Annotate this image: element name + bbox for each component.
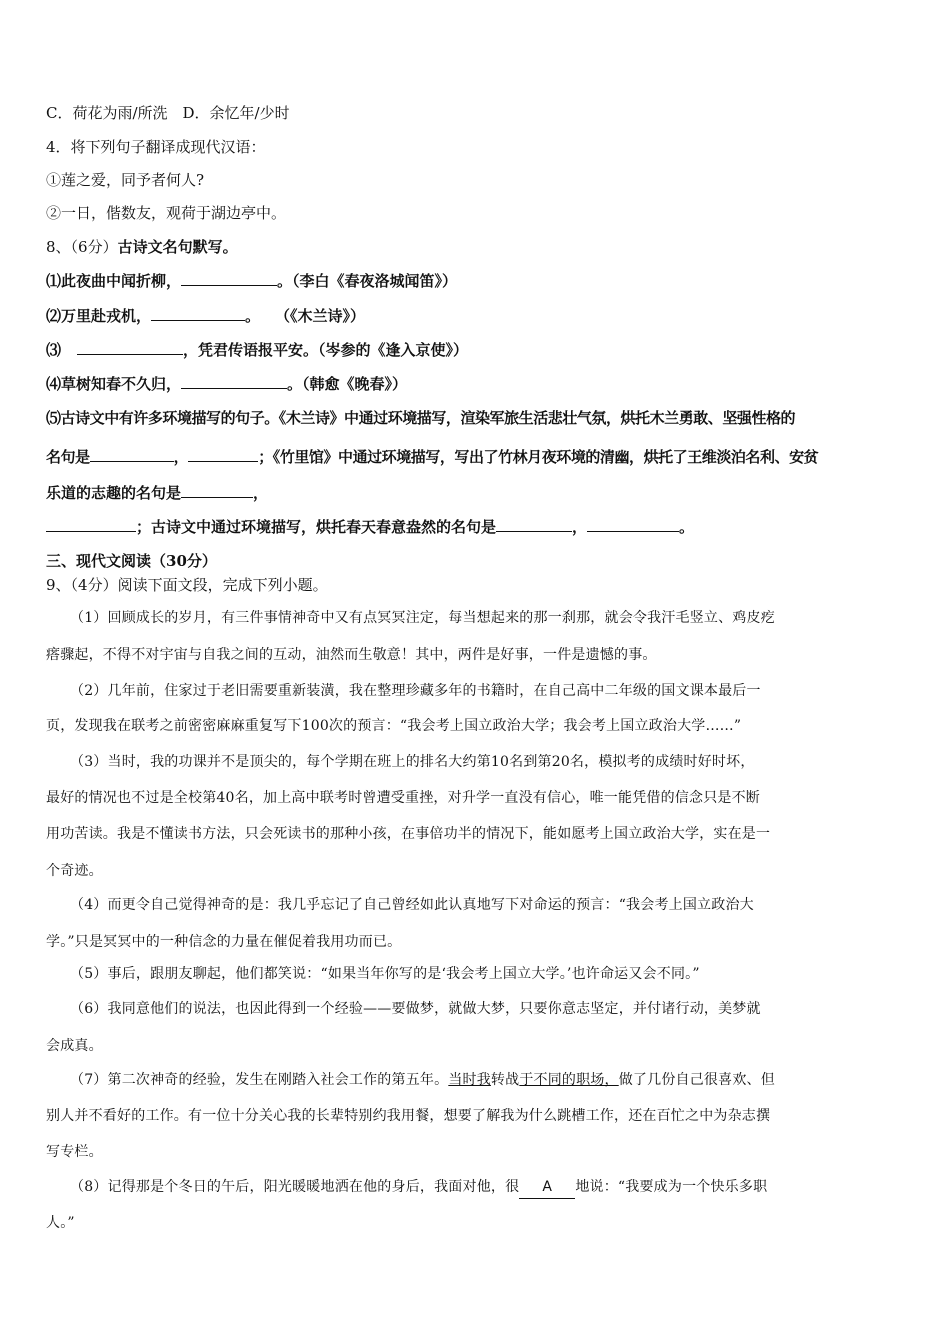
q8-blank-7[interactable]	[181, 481, 253, 498]
q8-line-6-text: ；《竹里馆》中通过环境描写，写出了竹林月夜环境的清幽，烘托了王维淡泊名利、安贫	[258, 448, 819, 466]
q9-p8-line-1-end: 地说：“我要成为一个快乐多职	[575, 1179, 768, 1195]
q9-p7-line-1-text: （7）第二次神奇的经验，发生在刚踏入社会工作的第五年。	[70, 1072, 449, 1088]
q8-blank-9[interactable]	[496, 515, 572, 532]
q8-line-1	[46, 269, 457, 292]
q9-p4-line-2: 学。”只是冥冥中的一种信念的力量在催促着我用功而已。	[46, 934, 402, 950]
q4-item-2: ②一日，偕数友，观荷于湖边亭中。	[46, 204, 287, 222]
q9-p1-line-1: （1）回顾成长的岁月，有三件事情神奇中又有点冥冥注定，每当想起来的那一刹那，就会令我汗毛竖立、鸡皮疙	[70, 610, 775, 626]
q3-options-cd: C．荷花为雨/所洗 D．余忆年/少时	[46, 104, 290, 122]
q8-blank-2[interactable]	[151, 304, 245, 321]
q9-p8-line-1-text: （8）记得那是个冬日的午后，阳光暖暖地洒在他的身后，我面对他，很	[70, 1179, 520, 1195]
q9-p3-line-1: （3）当时，我的功课并不是顶尖的，每个学期在班上的排名大约第10名到第20名，模拟考的成绩时好时坏，	[70, 754, 755, 770]
q9-p2-line-1: （2）几年前，住家过于老旧需要重新装潢，我在整理珍藏多年的书籍时，在自己高中二年级的国文课本最后一	[70, 683, 761, 699]
q8-line-6-lead: 名句是	[46, 448, 90, 466]
q8-line-6-sep: ，	[173, 448, 189, 466]
q8-line-1-source: 。（李白《春夜洛城闻笛》）	[277, 272, 458, 290]
q4-title: 4．将下列句子翻译成现代汉语：	[46, 138, 266, 156]
q9-title: 9、（4分）阅读下面文段，完成下列小题。	[46, 576, 328, 594]
q8-line-7	[46, 481, 268, 504]
q8-line-1-text: ⑴此夜曲中闻折柳，	[46, 272, 182, 290]
q8-line-8-text: ；古诗文中通过环境描写，烘托春天春意盎然的名句是	[136, 518, 497, 536]
q9-p7-underline-1: 当时我	[448, 1072, 491, 1088]
q8-line-4-source: 。（韩愈《晚春》）	[287, 375, 408, 393]
q9-p8-line-1	[70, 1176, 767, 1199]
section-3-heading: 三、现代文阅读（30分）	[46, 552, 217, 570]
q8-line-5: ⑸古诗文中有许多环境描写的句子。《木兰诗》中通过环境描写，渲染军旅生活悲壮气氛，烘托木兰勇敢、坚强性格的	[46, 409, 796, 427]
q8-line-4-text: ⑷草树知春不久归，	[46, 375, 182, 393]
q8-blank-1[interactable]	[181, 269, 277, 286]
q8-blank-4[interactable]	[181, 372, 287, 389]
q8-line-3	[46, 338, 468, 361]
q8-line-8-end: 。	[679, 518, 695, 536]
q9-p3-line-3: 用功苦读。我是不懂读书方法，只会死读书的那种小孩，在事倍功半的情况下，能如愿考上国立政治大学，实在是一	[46, 826, 771, 842]
q8-line-2-source: 。 （《木兰诗》）	[245, 307, 366, 325]
q8-blank-6[interactable]	[188, 445, 258, 462]
q9-p8-line-2: 人。”	[46, 1215, 75, 1231]
q9-p7-line-1-mid: 转战	[490, 1072, 520, 1088]
q8-blank-5[interactable]	[90, 445, 174, 462]
q9-p7-line-1-end: 做了几份自己很喜欢、但	[618, 1072, 775, 1088]
q8-title	[46, 236, 238, 258]
q8-line-4	[46, 372, 407, 395]
q9-p3-line-4: 个奇迹。	[46, 863, 103, 879]
q4-item-1: ①莲之爱，同予者何人?	[46, 171, 205, 189]
q8-blank-3[interactable]	[77, 338, 183, 355]
q8-line-8	[46, 515, 694, 538]
q9-p7-line-1	[70, 1069, 775, 1091]
q8-blank-8[interactable]	[46, 515, 136, 532]
q9-p5-line-1: （5）事后，跟朋友聊起，他们都笑说：“如果当年你写的是‘我会考上国立大学。’也许命运又会不同。”	[70, 966, 700, 982]
q8-title-text: 古诗文名句默写。	[117, 238, 238, 256]
q8-blank-10[interactable]	[587, 515, 679, 532]
q8-line-3-num: ⑶	[46, 341, 62, 359]
q9-p2-line-2: 页，发现我在联考之前密密麻麻重复写下100次的预言：“我会考上国立政治大学；我会考上国立政治大学……”	[46, 718, 742, 734]
q9-p6-line-2: 会成真。	[46, 1038, 103, 1054]
q9-p7-underline-2: 于不同的职场，	[519, 1072, 619, 1088]
q8-title-num: 8、（6分）	[46, 238, 118, 256]
q8-line-7-sep: ，	[253, 484, 269, 502]
q8-line-2	[46, 304, 365, 327]
q9-p3-line-2: 最好的情况也不过是全校第40名，加上高中联考时曾遭受重挫，对升学一直没有信心，唯一能凭借的信念只是不断	[46, 790, 761, 806]
q9-p1-line-2: 瘩骤起，不得不对宇宙与自我之间的互动，油然而生敬意！其中，两件是好事，一件是遗憾的事。	[46, 647, 657, 663]
q8-line-7-lead: 乐道的志趣的名句是	[46, 484, 182, 502]
q9-p6-line-1: （6）我同意他们的说法，也因此得到一个经验——要做梦，就做大梦，只要你意志坚定，并付诸行动，美梦就	[70, 1001, 761, 1017]
q9-p7-line-3: 写专栏。	[46, 1144, 103, 1160]
q8-line-3-text: ，凭君传语报平安。（岑参的《逢入京使》）	[183, 341, 469, 359]
q8-line-2-text: ⑵万里赴戎机，	[46, 307, 152, 325]
q9-p8-blank-a[interactable]: A	[519, 1176, 575, 1199]
q8-line-8-sep: ，	[572, 518, 588, 536]
q9-p7-line-2: 别人并不看好的工作。有一位十分关心我的长辈特别约我用餐，想要了解我为什么跳槽工作，还在百忙之中为杂志撰	[46, 1108, 771, 1124]
q8-line-6	[46, 445, 818, 468]
q9-p4-line-1: （4）而更令自己觉得神奇的是：我几乎忘记了自己曾经如此认真地写下对命运的预言：“我会考上国立政治大	[70, 897, 754, 913]
